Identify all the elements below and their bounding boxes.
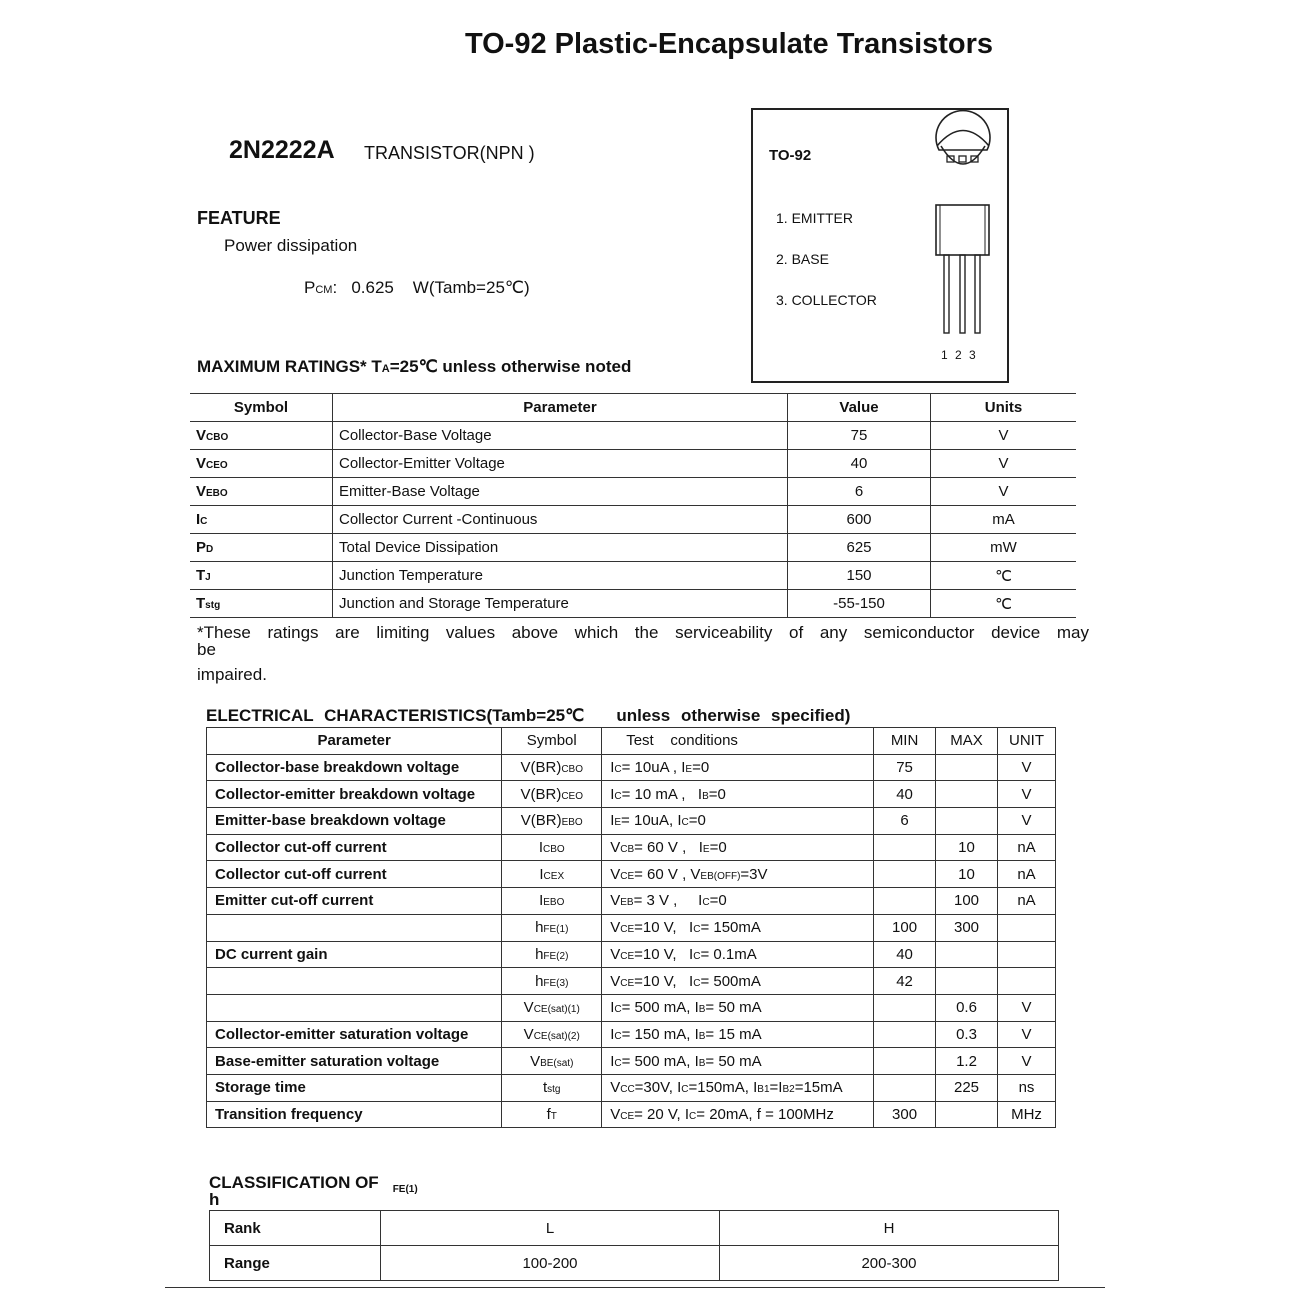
ec-max xyxy=(936,941,998,968)
rating-parameter: Junction and Storage Temperature xyxy=(333,590,788,618)
ec-max: 0.3 xyxy=(936,1021,998,1048)
header-symbol: Symbol xyxy=(190,394,333,422)
table-row xyxy=(190,590,1076,618)
rating-parameter: Collector-Base Voltage xyxy=(333,422,788,450)
ec-parameter: Base-emitter saturation voltage xyxy=(207,1048,502,1075)
table-row xyxy=(207,1048,1056,1075)
ec-conditions: IC= 150 mA, IB= 15 mA xyxy=(602,1021,874,1048)
ec-unit xyxy=(997,941,1055,968)
ec-symbol: ICEX xyxy=(502,861,602,888)
part-type: TRANSISTOR(NPN ) xyxy=(364,143,535,163)
ec-symbol: VBE(sat) xyxy=(502,1048,602,1075)
rating-parameter: Collector Current -Continuous xyxy=(333,506,788,534)
ec-unit: V xyxy=(997,754,1055,781)
range-h: 200-300 xyxy=(720,1246,1059,1281)
ec-max xyxy=(936,1101,998,1128)
ratings-note: *These ratings are limiting values above which the serviceability of any semiconductor device may xyxy=(197,623,1089,642)
ec-unit: V xyxy=(997,1021,1055,1048)
rating-unit: ℃ xyxy=(931,590,1077,618)
ec-max: 0.6 xyxy=(936,994,998,1021)
ec-unit: V xyxy=(997,994,1055,1021)
rating-symbol: IC xyxy=(190,506,333,534)
ec-symbol: V(BR)EBO xyxy=(502,808,602,835)
table-header-row xyxy=(207,728,1056,755)
pcm-sub: CM xyxy=(315,284,333,296)
ec-max xyxy=(936,781,998,808)
rating-value: -55-150 xyxy=(788,590,931,618)
ec-parameter: Transition frequency xyxy=(207,1101,502,1128)
rating-value: 625 xyxy=(788,534,931,562)
ec-parameter: Storage time xyxy=(207,1074,502,1101)
ec-parameter: Emitter-base breakdown voltage xyxy=(207,808,502,835)
ec-min xyxy=(874,1048,936,1075)
ec-max: 225 xyxy=(936,1074,998,1101)
table-row xyxy=(190,562,1076,590)
ec-parameter: DC current gain xyxy=(207,941,502,968)
pin-emitter: 1. EMITTER xyxy=(776,210,854,226)
ec-unit xyxy=(997,968,1055,995)
ec-parameter: Collector-emitter saturation voltage xyxy=(207,1021,502,1048)
electrical-title: ELECTRICAL CHARACTERISTICS(Tamb=25℃ unless otherwise specified) xyxy=(206,706,851,725)
table-row xyxy=(207,808,1056,835)
rating-value: 40 xyxy=(788,450,931,478)
ec-conditions: VEB= 3 V , IC=0 xyxy=(602,888,874,915)
table-row xyxy=(207,888,1056,915)
ec-conditions: VCC=30V, IC=150mA, IB1=IB2=15mA xyxy=(602,1074,874,1101)
range-l: 100-200 xyxy=(381,1246,720,1281)
table-row xyxy=(207,861,1056,888)
to92-package-drawing-icon xyxy=(753,110,1011,385)
rating-symbol: TJ xyxy=(190,562,333,590)
ec-unit: V xyxy=(997,1048,1055,1075)
ec-unit: nA xyxy=(997,888,1055,915)
ec-parameter xyxy=(207,968,502,995)
header-value: Value xyxy=(788,394,931,422)
ec-symbol: ICBO xyxy=(502,834,602,861)
ec-unit: ns xyxy=(997,1074,1055,1101)
header-unit: UNIT xyxy=(997,728,1055,755)
table-row xyxy=(210,1211,1059,1246)
ec-symbol: V(BR)CEO xyxy=(502,781,602,808)
ec-conditions: IE= 10uA, IC=0 xyxy=(602,808,874,835)
ec-min: 42 xyxy=(874,968,936,995)
ec-min xyxy=(874,888,936,915)
part-number: 2N2222A xyxy=(229,136,335,164)
ec-symbol: hFE(2) xyxy=(502,941,602,968)
ec-symbol: V(BR)CBO xyxy=(502,754,602,781)
table-row xyxy=(207,754,1056,781)
pin-collector: 3. COLLECTOR xyxy=(776,292,877,308)
ec-conditions: VCE=10 V, IC= 150mA xyxy=(602,914,874,941)
rating-parameter: Junction Temperature xyxy=(333,562,788,590)
ec-symbol: VCE(sat)(2) xyxy=(502,1021,602,1048)
table-row xyxy=(210,1246,1059,1281)
ec-min xyxy=(874,834,936,861)
ratings-note-end: impaired. xyxy=(197,665,267,684)
ec-unit: nA xyxy=(997,861,1055,888)
max-title-b: =25℃ unless otherwise noted xyxy=(389,357,632,376)
header-test-conditions: Test conditions xyxy=(602,728,874,755)
rating-unit: V xyxy=(931,450,1077,478)
page-title: TO-92 Plastic-Encapsulate Transistors xyxy=(464,28,994,60)
max-title-a: MAXIMUM RATINGS* T xyxy=(197,357,382,376)
ec-parameter: Collector-emitter breakdown voltage xyxy=(207,781,502,808)
electrical-table xyxy=(206,727,1056,1128)
table-row xyxy=(190,450,1076,478)
ec-min: 300 xyxy=(874,1101,936,1128)
ec-max xyxy=(936,968,998,995)
ec-symbol: fT xyxy=(502,1101,602,1128)
header-parameter: Parameter xyxy=(207,728,502,755)
pcm-label: P xyxy=(304,278,316,297)
header-max: MAX xyxy=(936,728,998,755)
rating-symbol: Tstg xyxy=(190,590,333,618)
table-row xyxy=(207,994,1056,1021)
range-label: Range xyxy=(210,1246,381,1281)
pin-base: 2. BASE xyxy=(776,251,829,267)
table-row xyxy=(190,422,1076,450)
rating-value: 6 xyxy=(788,478,931,506)
ec-parameter: Emitter cut-off current xyxy=(207,888,502,915)
ec-symbol: IEBO xyxy=(502,888,602,915)
classification-title-sub: FE(1) xyxy=(392,1184,418,1195)
rank-h: H xyxy=(720,1211,1059,1246)
rating-value: 75 xyxy=(788,422,931,450)
feature-heading: FEATURE xyxy=(197,208,281,228)
ec-min xyxy=(874,1021,936,1048)
header-symbol: Symbol xyxy=(502,728,602,755)
table-row xyxy=(190,534,1076,562)
table-row xyxy=(207,914,1056,941)
ec-unit: V xyxy=(997,808,1055,835)
bottom-divider xyxy=(165,1287,1105,1288)
ec-symbol: tstg xyxy=(502,1074,602,1101)
rating-value: 150 xyxy=(788,562,931,590)
ec-parameter: Collector cut-off current xyxy=(207,834,502,861)
classification-title xyxy=(209,1173,418,1193)
rating-symbol: PD xyxy=(190,534,333,562)
ec-conditions: VCE= 60 V , VEB(OFF)=3V xyxy=(602,861,874,888)
rating-symbol: VEBO xyxy=(190,478,333,506)
ec-symbol: hFE(3) xyxy=(502,968,602,995)
package-name: TO-92 xyxy=(769,147,812,164)
rank-label: Rank xyxy=(210,1211,381,1246)
ec-min: 100 xyxy=(874,914,936,941)
table-row xyxy=(207,968,1056,995)
ec-conditions: IC= 500 mA, IB= 50 mA xyxy=(602,994,874,1021)
table-row xyxy=(207,834,1056,861)
rating-unit: V xyxy=(931,478,1077,506)
table-header-row xyxy=(190,394,1076,422)
rating-unit: V xyxy=(931,422,1077,450)
ec-conditions: VCE=10 V, IC= 500mA xyxy=(602,968,874,995)
ec-conditions: VCE= 20 V, IC= 20mA, f = 100MHz xyxy=(602,1101,874,1128)
ec-min: 75 xyxy=(874,754,936,781)
header-parameter: Parameter xyxy=(333,394,788,422)
classification-table xyxy=(209,1210,1059,1281)
table-row xyxy=(207,1101,1056,1128)
ec-min xyxy=(874,994,936,1021)
ec-conditions: IC= 500 mA, IB= 50 mA xyxy=(602,1048,874,1075)
ec-parameter: Collector-base breakdown voltage xyxy=(207,754,502,781)
ec-min: 6 xyxy=(874,808,936,835)
max-ratings-table xyxy=(190,393,1076,618)
ec-max: 10 xyxy=(936,834,998,861)
table-row xyxy=(190,506,1076,534)
rating-unit: mW xyxy=(931,534,1077,562)
package-box xyxy=(751,108,1009,383)
rating-parameter: Collector-Emitter Voltage xyxy=(333,450,788,478)
ec-max: 100 xyxy=(936,888,998,915)
ec-conditions: IC= 10uA , IE=0 xyxy=(602,754,874,781)
ec-symbol: VCE(sat)(1) xyxy=(502,994,602,1021)
rating-unit: mA xyxy=(931,506,1077,534)
ec-conditions: VCB= 60 V , IE=0 xyxy=(602,834,874,861)
classification-title-h: h xyxy=(209,1190,220,1209)
classification-title-text: CLASSIFICATION OF xyxy=(209,1173,379,1192)
ec-min: 40 xyxy=(874,941,936,968)
rating-symbol: VCBO xyxy=(190,422,333,450)
ec-min xyxy=(874,1074,936,1101)
rating-parameter: Total Device Dissipation xyxy=(333,534,788,562)
rating-parameter: Emitter-Base Voltage xyxy=(333,478,788,506)
table-row xyxy=(207,941,1056,968)
pin-numbers: 1 2 3 xyxy=(941,348,978,362)
ec-unit: nA xyxy=(997,834,1055,861)
rating-symbol: VCEO xyxy=(190,450,333,478)
ec-max: 10 xyxy=(936,861,998,888)
ratings-note-cont: be xyxy=(197,640,216,659)
ec-conditions: IC= 10 mA , IB=0 xyxy=(602,781,874,808)
ec-symbol: hFE(1) xyxy=(502,914,602,941)
ec-unit: V xyxy=(997,781,1055,808)
feature-line: Power dissipation xyxy=(224,236,358,255)
rating-unit: ℃ xyxy=(931,562,1077,590)
ec-max xyxy=(936,754,998,781)
pcm-spec xyxy=(304,278,530,298)
ec-max xyxy=(936,808,998,835)
table-row xyxy=(190,478,1076,506)
ec-parameter xyxy=(207,914,502,941)
rating-value: 600 xyxy=(788,506,931,534)
ec-min xyxy=(874,861,936,888)
ec-parameter: Collector cut-off current xyxy=(207,861,502,888)
max-ratings-title xyxy=(197,357,631,377)
ec-unit: MHz xyxy=(997,1101,1055,1128)
header-min: MIN xyxy=(874,728,936,755)
max-title-sub: A xyxy=(381,363,390,375)
table-row xyxy=(207,781,1056,808)
ec-max: 1.2 xyxy=(936,1048,998,1075)
table-row xyxy=(207,1021,1056,1048)
ec-conditions: VCE=10 V, IC= 0.1mA xyxy=(602,941,874,968)
rank-l: L xyxy=(381,1211,720,1246)
ec-unit xyxy=(997,914,1055,941)
ec-parameter xyxy=(207,994,502,1021)
table-row xyxy=(207,1074,1056,1101)
pcm-value: : 0.625 W(Tamb=25℃) xyxy=(332,278,530,297)
ec-min: 40 xyxy=(874,781,936,808)
ec-max: 300 xyxy=(936,914,998,941)
header-units: Units xyxy=(931,394,1077,422)
